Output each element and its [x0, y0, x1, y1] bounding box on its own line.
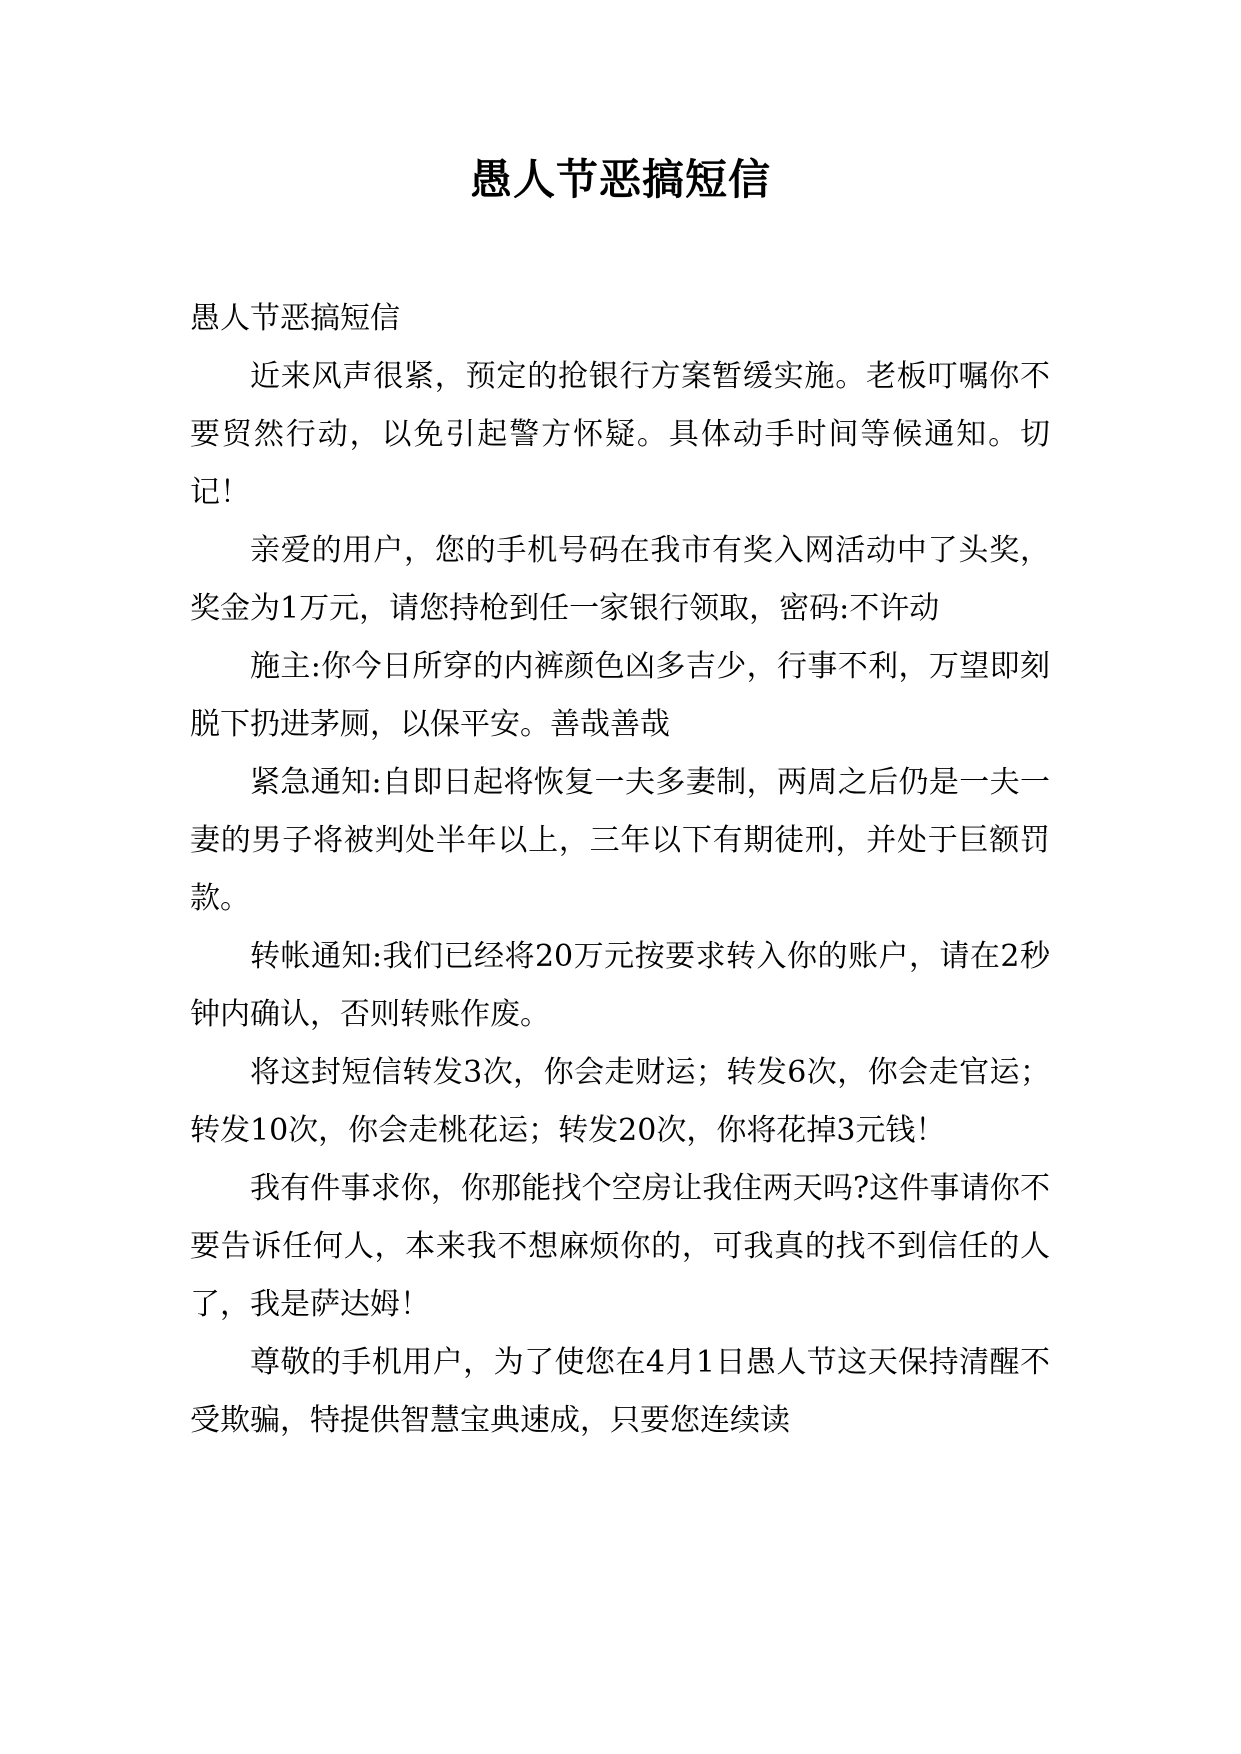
paragraph: 紧急通知:自即日起将恢复一夫多妻制，两周之后仍是一夫一妻的男子将被判处半年以上，三年以下有期徒刑，并处于巨额罚款。 [190, 765, 1050, 916]
document-title: 愚人节恶搞短信 [469, 155, 771, 204]
paragraph: 施主:你今日所穿的内裤颜色凶多吉少，行事不利，万望即刻脱下扔进茅厕，以保平安。善哉善哉 [190, 649, 1050, 742]
paragraph: 将这封短信转发3次，你会走财运；转发6次，你会走官运；转发10次，你会走桃花运；转发20次，你将花掉3元钱！ [190, 1055, 1050, 1148]
paragraph: 近来风声很紧，预定的抢银行方案暂缓实施。老板叮嘱你不要贸然行动，以免引起警方怀疑。具体动手时间等候通知。切记！ [190, 359, 1050, 510]
paragraph: 亲爱的用户，您的手机号码在我市有奖入网活动中了头奖，奖金为1万元，请您持枪到任一家银行领取，密码:不许动 [190, 533, 1050, 626]
document-subtitle: 愚人节恶搞短信 [190, 301, 400, 336]
paragraph: 我有件事求你，你那能找个空房让我住两天吗?这件事请你不要告诉任何人，本来我不想麻烦你的，可我真的找不到信任的人了，我是萨达姆！ [190, 1171, 1050, 1322]
document-body [190, 290, 1050, 1450]
paragraph: 转帐通知:我们已经将20万元按要求转入你的账户，请在2秒钟内确认，否则转账作废。 [190, 939, 1050, 1032]
paragraph: 尊敬的手机用户，为了使您在4月1日愚人节这天保持清醒不受欺骗，特提供智慧宝典速成，只要您连续读 [190, 1345, 1050, 1438]
